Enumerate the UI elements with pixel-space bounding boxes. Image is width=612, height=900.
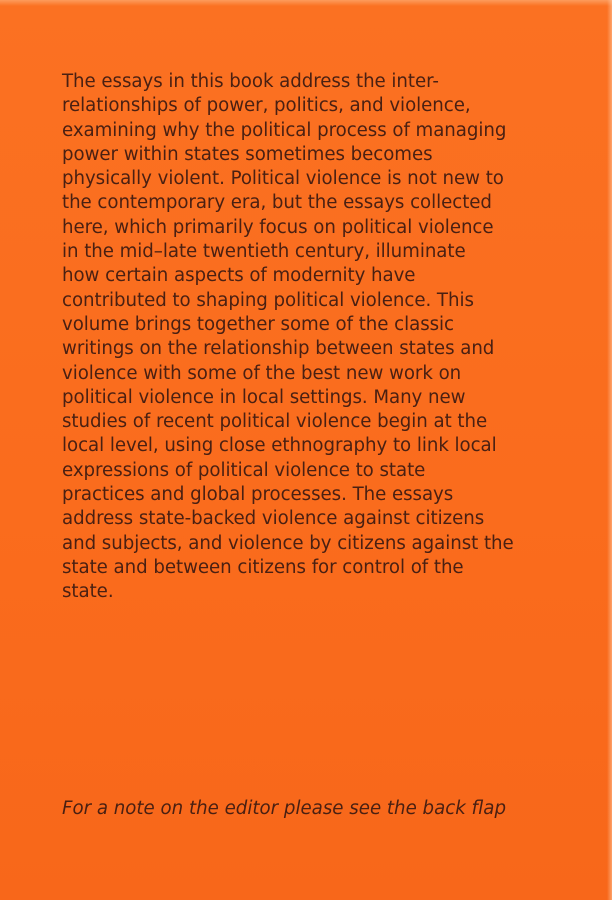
description-line: state. <box>62 581 114 603</box>
description-line: writings on the relationship between states and <box>62 338 495 360</box>
description-line: physically violent. Political violence is not new to <box>62 168 504 190</box>
description-line: the contemporary era, but the essays collected <box>62 192 492 214</box>
description-line: power within states sometimes becomes <box>62 143 433 165</box>
description-line: studies of recent political violence begin at the <box>62 411 488 433</box>
description-line: violence with some of the best new work on <box>62 362 462 384</box>
description-line: address state-backed violence against citizens <box>62 508 485 530</box>
description-line: contributed to shaping political violence. This <box>62 289 474 311</box>
description-line: local level, using close ethnography to link local <box>62 435 497 457</box>
description-line: how certain aspects of modernity have <box>62 265 416 287</box>
description-line: relationships of power, politics, and violence, <box>62 95 471 117</box>
description-line: here, which primarily focus on political violence <box>62 216 494 238</box>
description-line: state and between citizens for control of the <box>62 556 464 578</box>
description-line: volume brings together some of the classic <box>62 313 454 335</box>
book-description <box>62 70 582 605</box>
description-line: examining why the political process of managing <box>62 119 507 141</box>
description-line: practices and global processes. The essays <box>62 484 454 506</box>
editor-note: For a note on the editor please see the back flap <box>62 798 506 819</box>
description-line: and subjects, and violence by citizens against the <box>62 532 514 554</box>
description-line: political violence in local settings. Many new <box>62 386 466 408</box>
description-line: expressions of political violence to state <box>62 459 426 481</box>
description-line: The essays in this book address the inter- <box>62 71 439 92</box>
description-line: in the mid–late twentieth century, illuminate <box>62 241 466 263</box>
